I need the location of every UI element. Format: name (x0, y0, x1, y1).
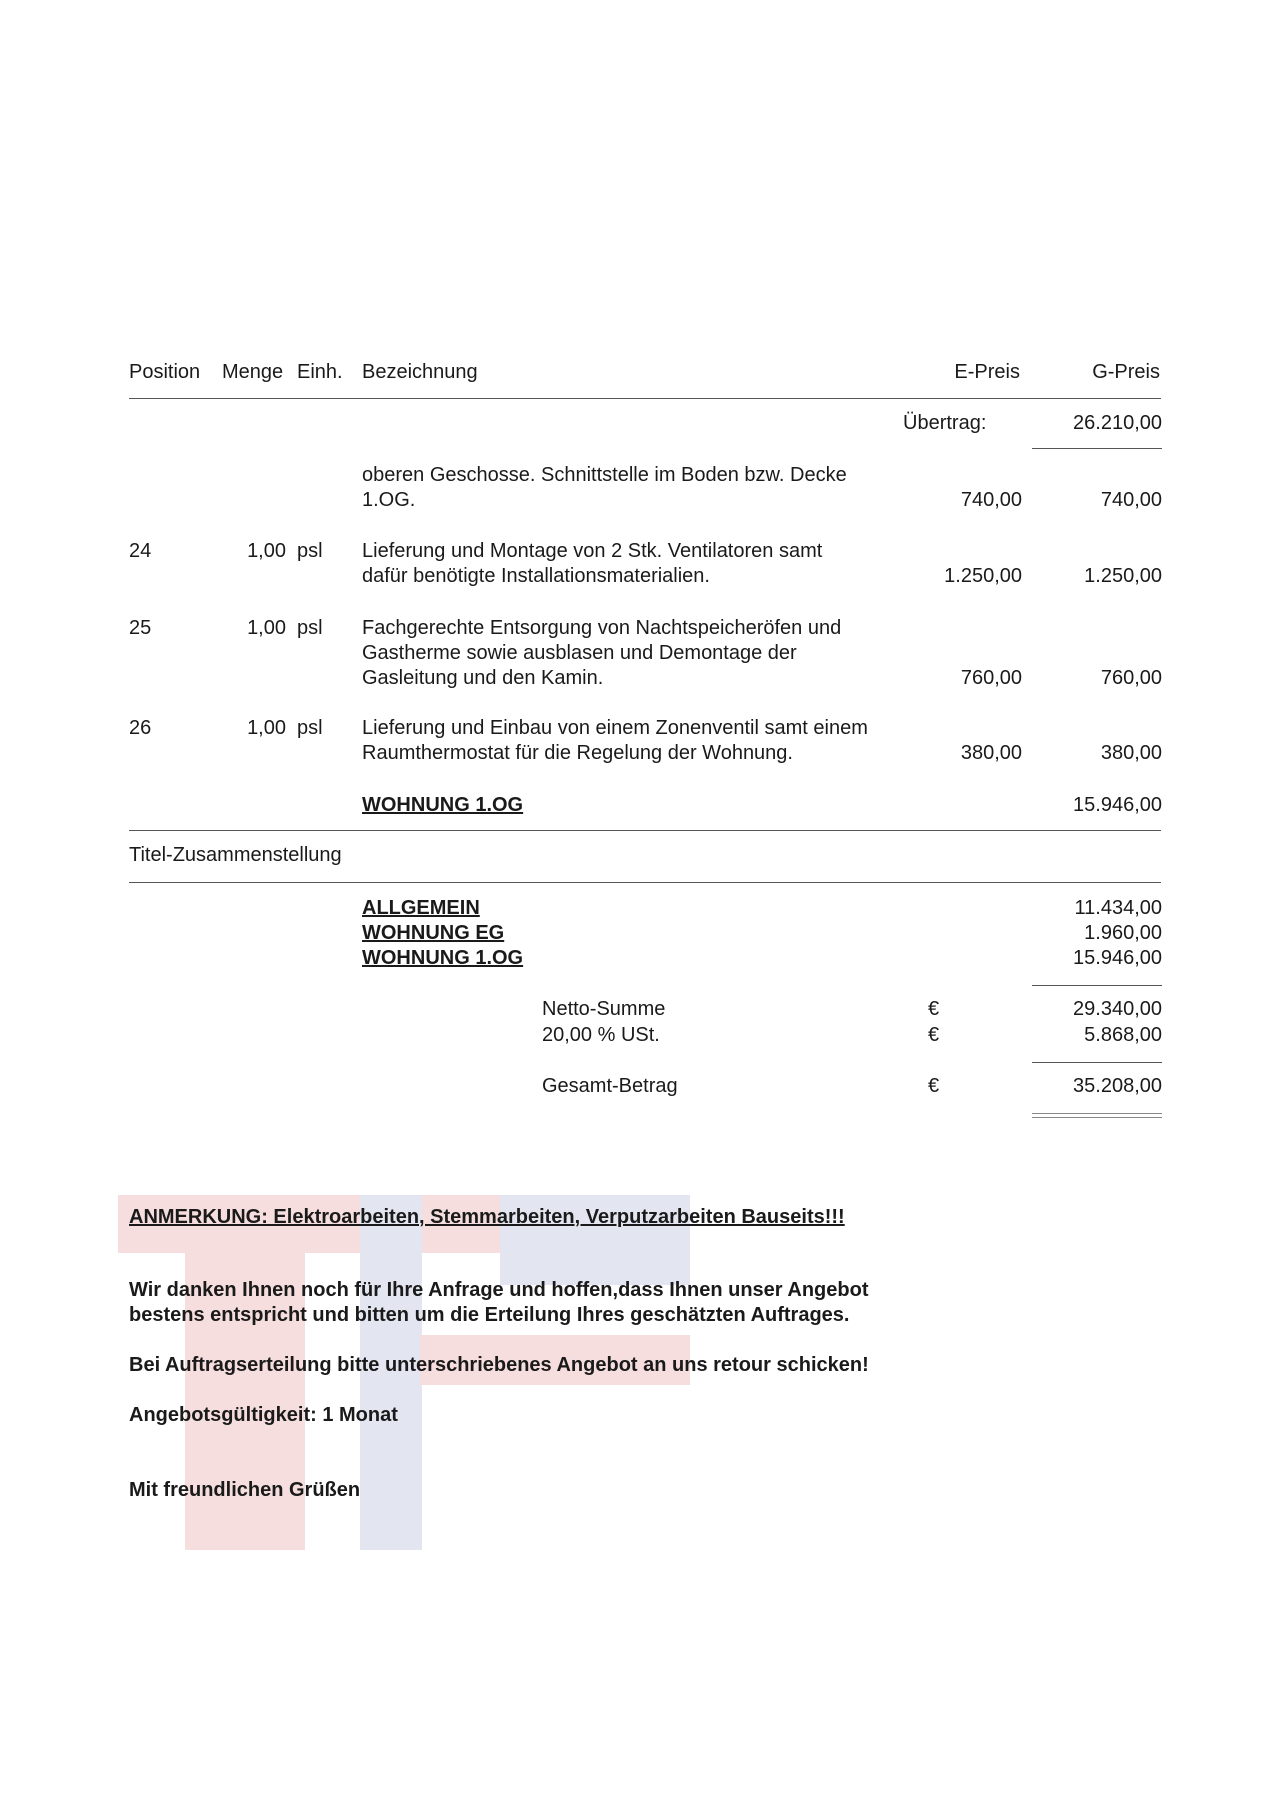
netto-value: 29.340,00 (1073, 998, 1162, 1020)
header-gpreis: G-Preis (1092, 361, 1160, 383)
row-epreis: 1.250,00 (944, 565, 1022, 587)
row-einheit: psl (297, 717, 323, 739)
row-menge: 1,00 (247, 617, 286, 639)
ust-value: 5.868,00 (1084, 1024, 1162, 1046)
uebertrag-value: 26.210,00 (1073, 412, 1162, 434)
row-menge: 1,00 (247, 540, 286, 562)
row-position: 25 (129, 617, 152, 639)
row-description-line: dafür benötigte Installationsmaterialien. (362, 565, 710, 587)
summary-item-value: 11.434,00 (1074, 897, 1162, 919)
row-epreis: 380,00 (960, 742, 1022, 764)
row-description-line: Lieferung und Einbau von einem Zonenventil samt einem (362, 717, 868, 739)
row-description-line: Gastherme sowie ausblasen und Demontage der (362, 642, 797, 664)
row-position: 26 (129, 717, 152, 739)
row-gpreis: 380,00 (1100, 742, 1162, 764)
netto-currency: € (928, 998, 940, 1020)
row-description-line: Gasleitung und den Kamin. (362, 667, 604, 689)
header-menge: Menge (222, 361, 284, 383)
uebertrag-label: Übertrag: (903, 412, 987, 434)
summary-item-value: 15.946,00 (1073, 947, 1162, 969)
header-epreis: E-Preis (954, 361, 1020, 383)
thanks-line-2: bestens entspricht und bitten um die Erteilung Ihres geschätzten Auftrages. (129, 1304, 850, 1326)
gesamt-label: Gesamt-Betrag (542, 1075, 678, 1097)
summary-divider (129, 882, 1161, 883)
section-total-label: WOHNUNG 1.OG (362, 794, 524, 816)
ust-currency: € (928, 1024, 940, 1046)
header-position: Position (129, 361, 201, 383)
row-description-line: Raumthermostat für die Regelung der Wohnung. (362, 742, 793, 764)
row-gpreis: 1.250,00 (1084, 565, 1162, 587)
anmerkung-text: ANMERKUNG: Elektroarbeiten, Stemmarbeiten, Verputzarbeiten Bauseits!!! (129, 1206, 845, 1228)
gueltigkeit-text: Angebotsgültigkeit: 1 Monat (129, 1404, 398, 1426)
ust-label: 20,00 % USt. (542, 1024, 660, 1046)
row-menge: 1,00 (247, 717, 286, 739)
row-position: 24 (129, 540, 152, 562)
row-description-line: 1.OG. (362, 489, 416, 511)
section-divider (129, 830, 1161, 831)
header-bezeichnung: Bezeichnung (362, 361, 478, 383)
auftrag-text: Bei Auftragserteilung bitte unterschriebenes Angebot an uns retour schicken! (129, 1354, 869, 1376)
gesamt-double-underline-top (1032, 1113, 1162, 1114)
gesamt-double-underline-bottom (1032, 1117, 1162, 1118)
row-gpreis: 740,00 (1100, 489, 1162, 511)
summary-item-value: 1.960,00 (1084, 922, 1162, 944)
uebertrag-underline (1032, 448, 1162, 449)
row-epreis: 740,00 (960, 489, 1022, 511)
row-description-line: Fachgerechte Entsorgung von Nachtspeicheröfen und (362, 617, 842, 639)
header-einheit: Einh. (297, 361, 343, 383)
section-total-value: 15.946,00 (1073, 794, 1162, 816)
thanks-line-1: Wir danken Ihnen noch für Ihre Anfrage und hoffen,dass Ihnen unser Angebot (129, 1279, 869, 1301)
row-description-line: Lieferung und Montage von 2 Stk. Ventilatoren samt (362, 540, 823, 562)
summary-item-label: WOHNUNG 1.OG (362, 947, 524, 969)
gesamt-value: 35.208,00 (1073, 1075, 1162, 1097)
row-einheit: psl (297, 540, 323, 562)
row-description-line: oberen Geschosse. Schnittstelle im Boden bzw. Decke (362, 464, 847, 486)
netto-label: Netto-Summe (542, 998, 666, 1020)
summary-item-label: ALLGEMEIN (362, 897, 480, 919)
row-epreis: 760,00 (960, 667, 1022, 689)
gesamt-currency: € (928, 1075, 940, 1097)
summary-item-label: WOHNUNG EG (362, 922, 505, 944)
row-einheit: psl (297, 617, 323, 639)
summary-title: Titel-Zusammenstellung (129, 844, 342, 866)
row-gpreis: 760,00 (1100, 667, 1162, 689)
gruss-text: Mit freundlichen Grüßen (129, 1479, 361, 1501)
ust-underline (1032, 1062, 1162, 1063)
header-divider (129, 398, 1161, 399)
summary-underline (1032, 985, 1162, 986)
